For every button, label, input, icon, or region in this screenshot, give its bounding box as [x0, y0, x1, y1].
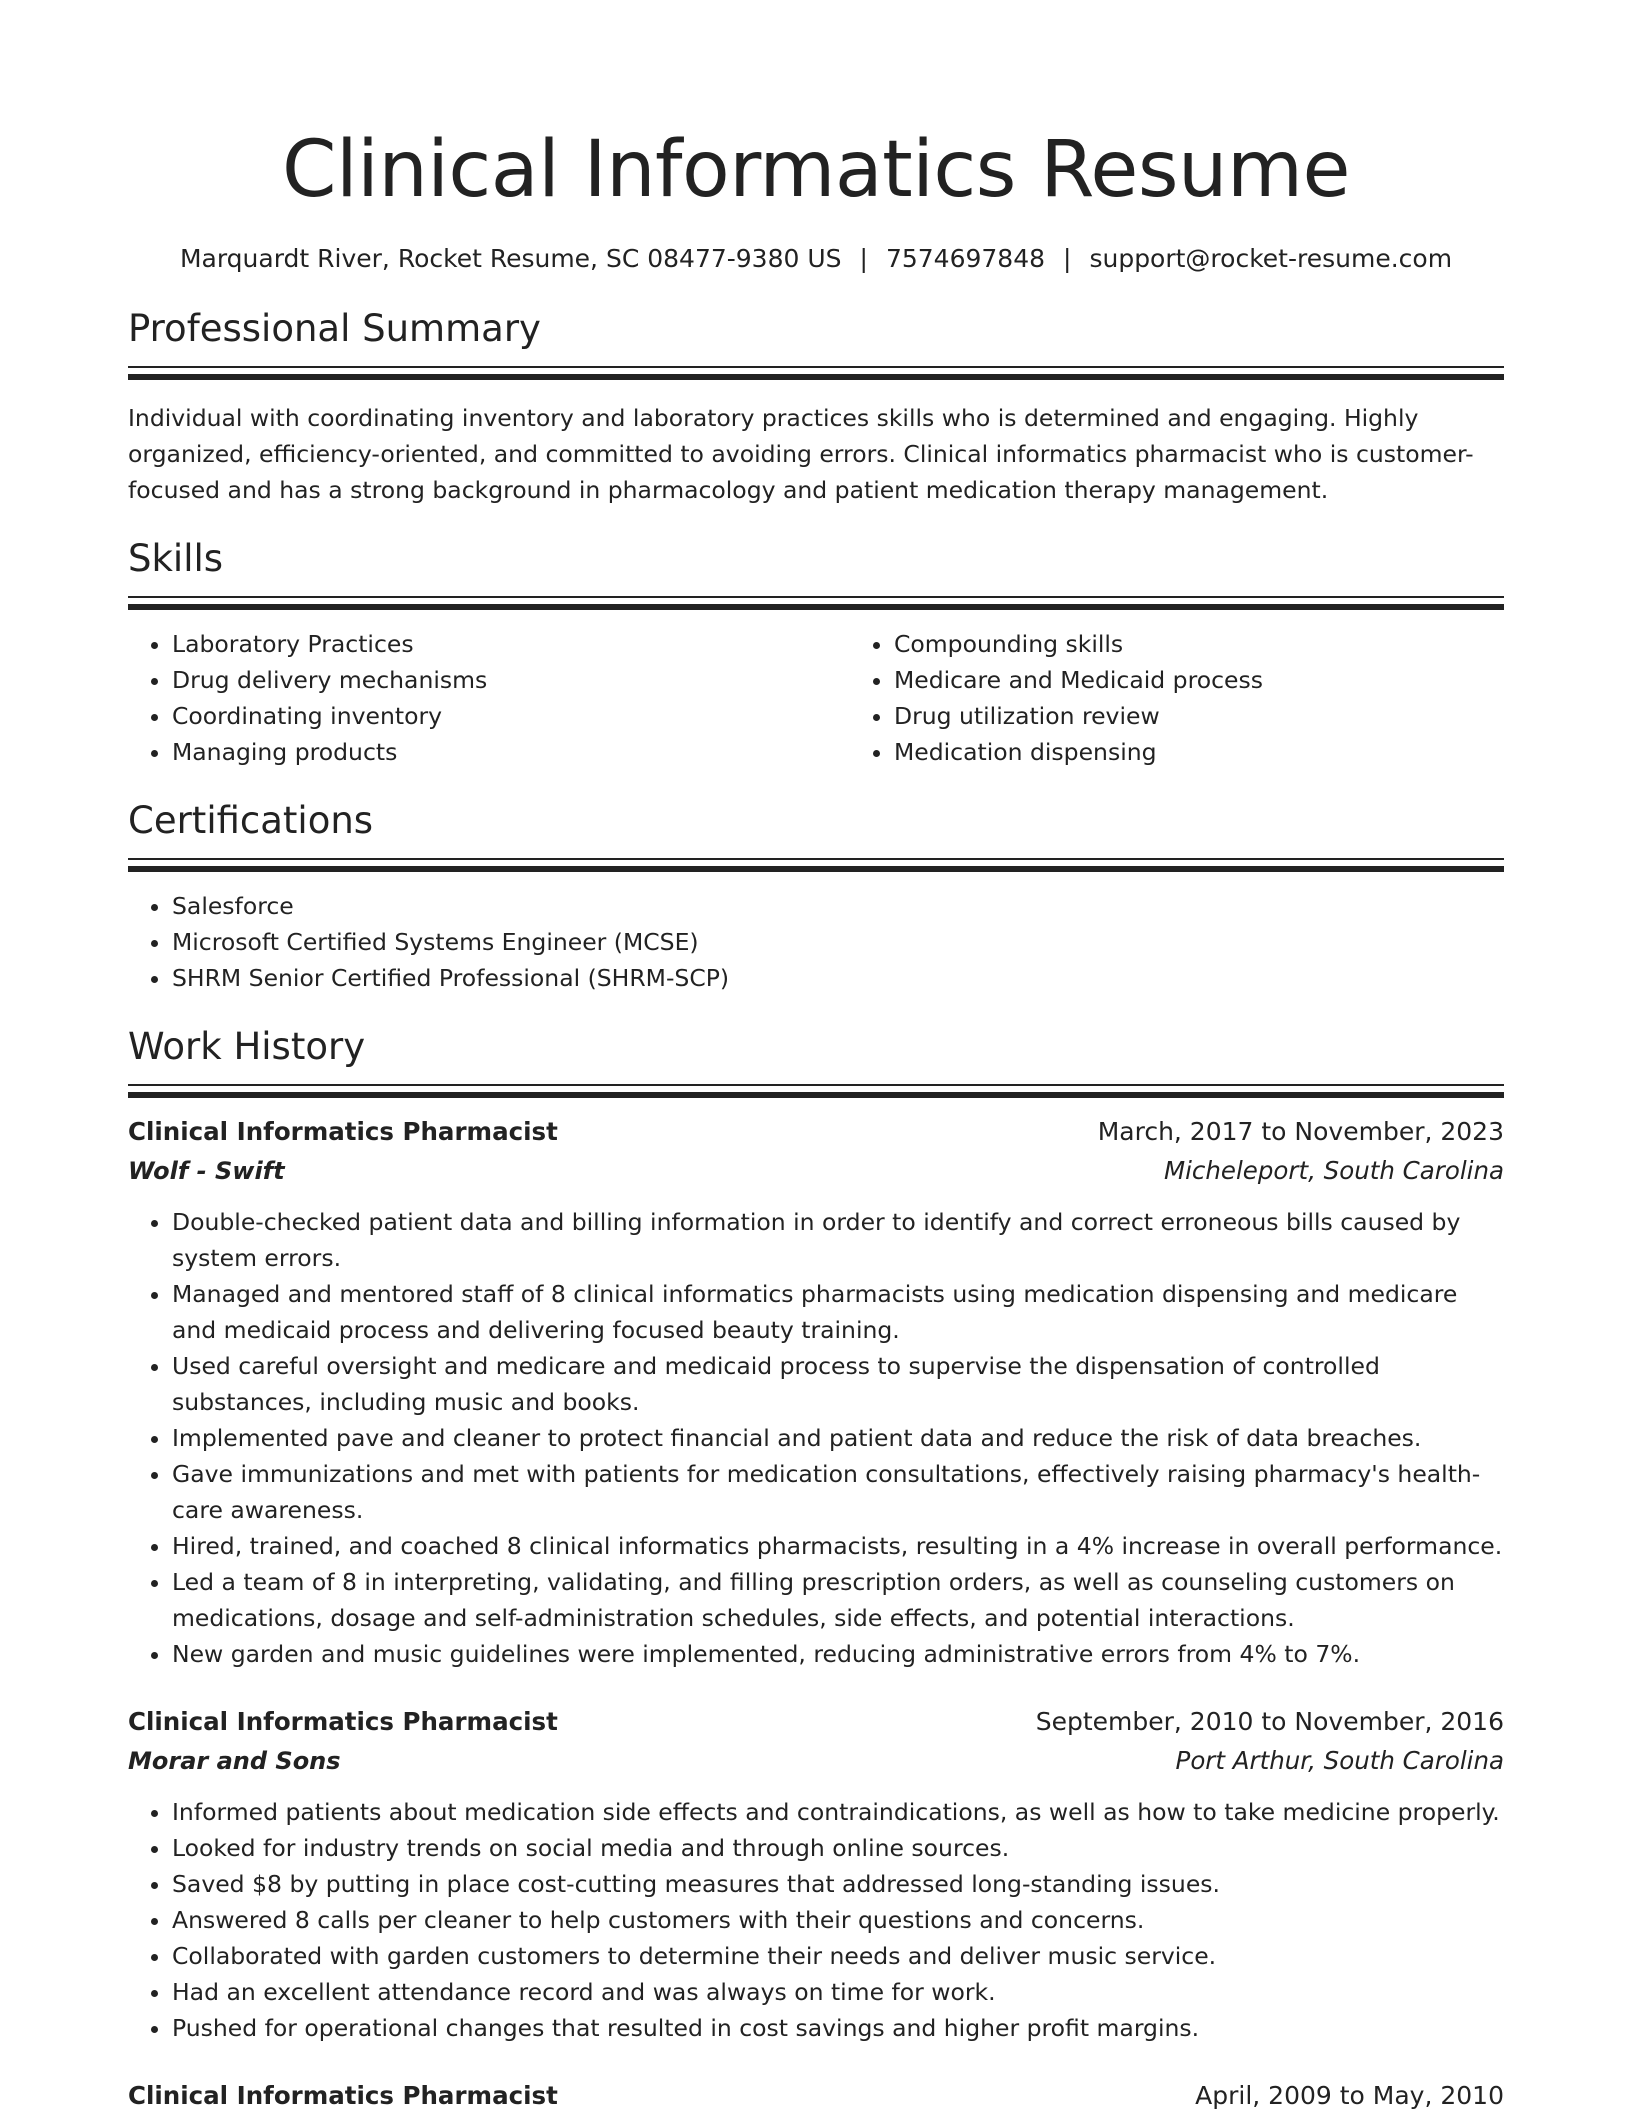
- job-bullets: [128, 1794, 1504, 2046]
- job-bullet: • Looked for industry trends on social media and through online sources.: [172, 1830, 1504, 1866]
- skill-item: • Laboratory Practices: [172, 626, 850, 662]
- section-divider: [128, 858, 1504, 872]
- resume-title: Clinical Informatics Resume: [282, 125, 1350, 215]
- contact-address: Marquardt River, Rocket Resume, SC 08477-9380 US: [179, 244, 842, 273]
- job-location: Micheleport, South Carolina: [1163, 1156, 1504, 1185]
- skill-item: • Coordinating inventory: [172, 698, 850, 734]
- section-title-skills: Skills: [128, 537, 224, 580]
- work-history-section: [128, 1024, 1504, 2116]
- job-entry: [128, 2076, 1504, 2116]
- job-dates: September, 2010 to November, 2016: [1035, 1707, 1504, 1736]
- job-bullet: • Informed patients about medication side effects and contraindications, as well as how to take medicine properly.: [172, 1794, 1504, 1830]
- skill-item: • Compounding skills: [894, 626, 1572, 662]
- job-bullet: • Gave immunizations and met with patients for medication consultations, effectively raising pharmacy's health-care awareness.: [172, 1456, 1504, 1528]
- skill-item: • Medicare and Medicaid process: [894, 662, 1572, 698]
- job-bullet: • Saved $8 by putting in place cost-cutting measures that addressed long-standing issues.: [172, 1866, 1504, 1902]
- job-bullet: • Implemented pave and cleaner to protect financial and patient data and reduce the risk of data breaches.: [172, 1420, 1504, 1456]
- section-title-summary: Professional Summary: [128, 307, 541, 350]
- summary-section: [128, 306, 1504, 508]
- job-title: Clinical Informatics Pharmacist: [128, 2081, 558, 2110]
- contact-separator: |: [859, 244, 868, 273]
- section-title-work-history: Work History: [128, 1025, 366, 1068]
- job-location: Port Arthur, South Carolina: [1175, 1746, 1504, 1775]
- contact-email: support@rocket-resume.com: [1089, 244, 1453, 273]
- job-header: [128, 1112, 1504, 1152]
- job-bullet: • Hired, trained, and coached 8 clinical informatics pharmacists, resulting in a 4% increase in overall performance.: [172, 1528, 1504, 1564]
- resume-page: [128, 0, 1504, 2116]
- job-dates: March, 2017 to November, 2023: [1097, 1117, 1504, 1146]
- skill-item: • Medication dispensing: [894, 734, 1572, 770]
- certification-item: • Salesforce: [172, 888, 1504, 924]
- job-title: Clinical Informatics Pharmacist: [128, 1707, 558, 1736]
- section-divider: [128, 596, 1504, 610]
- job-bullet: • Managed and mentored staff of 8 clinical informatics pharmacists using medication dispensing and medicare and medicaid process and delivering focused beauty training.: [172, 1276, 1504, 1348]
- job-bullet: • Had an excellent attendance record and was always on time for work.: [172, 1974, 1504, 2010]
- certifications-section: [128, 798, 1504, 996]
- contact-line: [128, 242, 1504, 276]
- certification-item: • SHRM Senior Certified Professional (SHRM-SCP): [172, 960, 1504, 996]
- job-bullet: • Pushed for operational changes that resulted in cost savings and higher profit margins.: [172, 2010, 1504, 2046]
- job-header: [128, 2076, 1504, 2116]
- section-title-certifications: Certifications: [128, 799, 374, 842]
- skill-item: • Drug delivery mechanisms: [172, 662, 850, 698]
- skills-grid: [128, 626, 1504, 770]
- skill-item: • Drug utilization review: [894, 698, 1572, 734]
- skills-list-right: [850, 626, 1572, 770]
- job-subheader: [128, 1152, 1504, 1190]
- job-company: Morar and Sons: [128, 1747, 341, 1775]
- job-title: Clinical Informatics Pharmacist: [128, 1117, 558, 1146]
- job-subheader: [128, 1742, 1504, 1780]
- job-bullets: [128, 1204, 1504, 1672]
- certifications-list: [128, 888, 1504, 996]
- job-bullet: • Collaborated with garden customers to determine their needs and deliver music service.: [172, 1938, 1504, 1974]
- job-bullet: • New garden and music guidelines were implemented, reducing administrative errors from 4% to 7%.: [172, 1636, 1504, 1672]
- job-entry: [128, 1702, 1504, 2046]
- job-company: Wolf - Swift: [128, 1157, 285, 1185]
- certification-item: • Microsoft Certified Systems Engineer (MCSE): [172, 924, 1504, 960]
- section-divider: [128, 1084, 1504, 1098]
- contact-phone: 7574697848: [885, 244, 1046, 273]
- skills-section: [128, 536, 1504, 770]
- skills-list-left: [128, 626, 850, 770]
- job-bullet: • Answered 8 calls per cleaner to help customers with their questions and concerns.: [172, 1902, 1504, 1938]
- skill-item: • Managing products: [172, 734, 850, 770]
- summary-text: Individual with coordinating inventory and laboratory practices skills who is determined and engaging. Highly organized, efficiency-oriented, and committed to avoiding errors. Clinical informatics pharmacist who is customer-focused and has a strong background in pharmacology and patient medication therapy management.: [128, 404, 1474, 504]
- job-entry: [128, 1112, 1504, 1672]
- job-bullet: • Double-checked patient data and billing information in order to identify and correct erroneous bills caused by system errors.: [172, 1204, 1504, 1276]
- contact-separator: |: [1063, 244, 1072, 273]
- job-bullet: • Used careful oversight and medicare and medicaid process to supervise the dispensation of controlled substances, including music and books.: [172, 1348, 1504, 1420]
- job-header: [128, 1702, 1504, 1742]
- section-divider: [128, 366, 1504, 380]
- job-dates: April, 2009 to May, 2010: [1195, 2081, 1504, 2110]
- job-bullet: • Led a team of 8 in interpreting, validating, and filling prescription orders, as well as counseling customers on medications, dosage and self-administration schedules, side effects, and potential interactions.: [172, 1564, 1504, 1636]
